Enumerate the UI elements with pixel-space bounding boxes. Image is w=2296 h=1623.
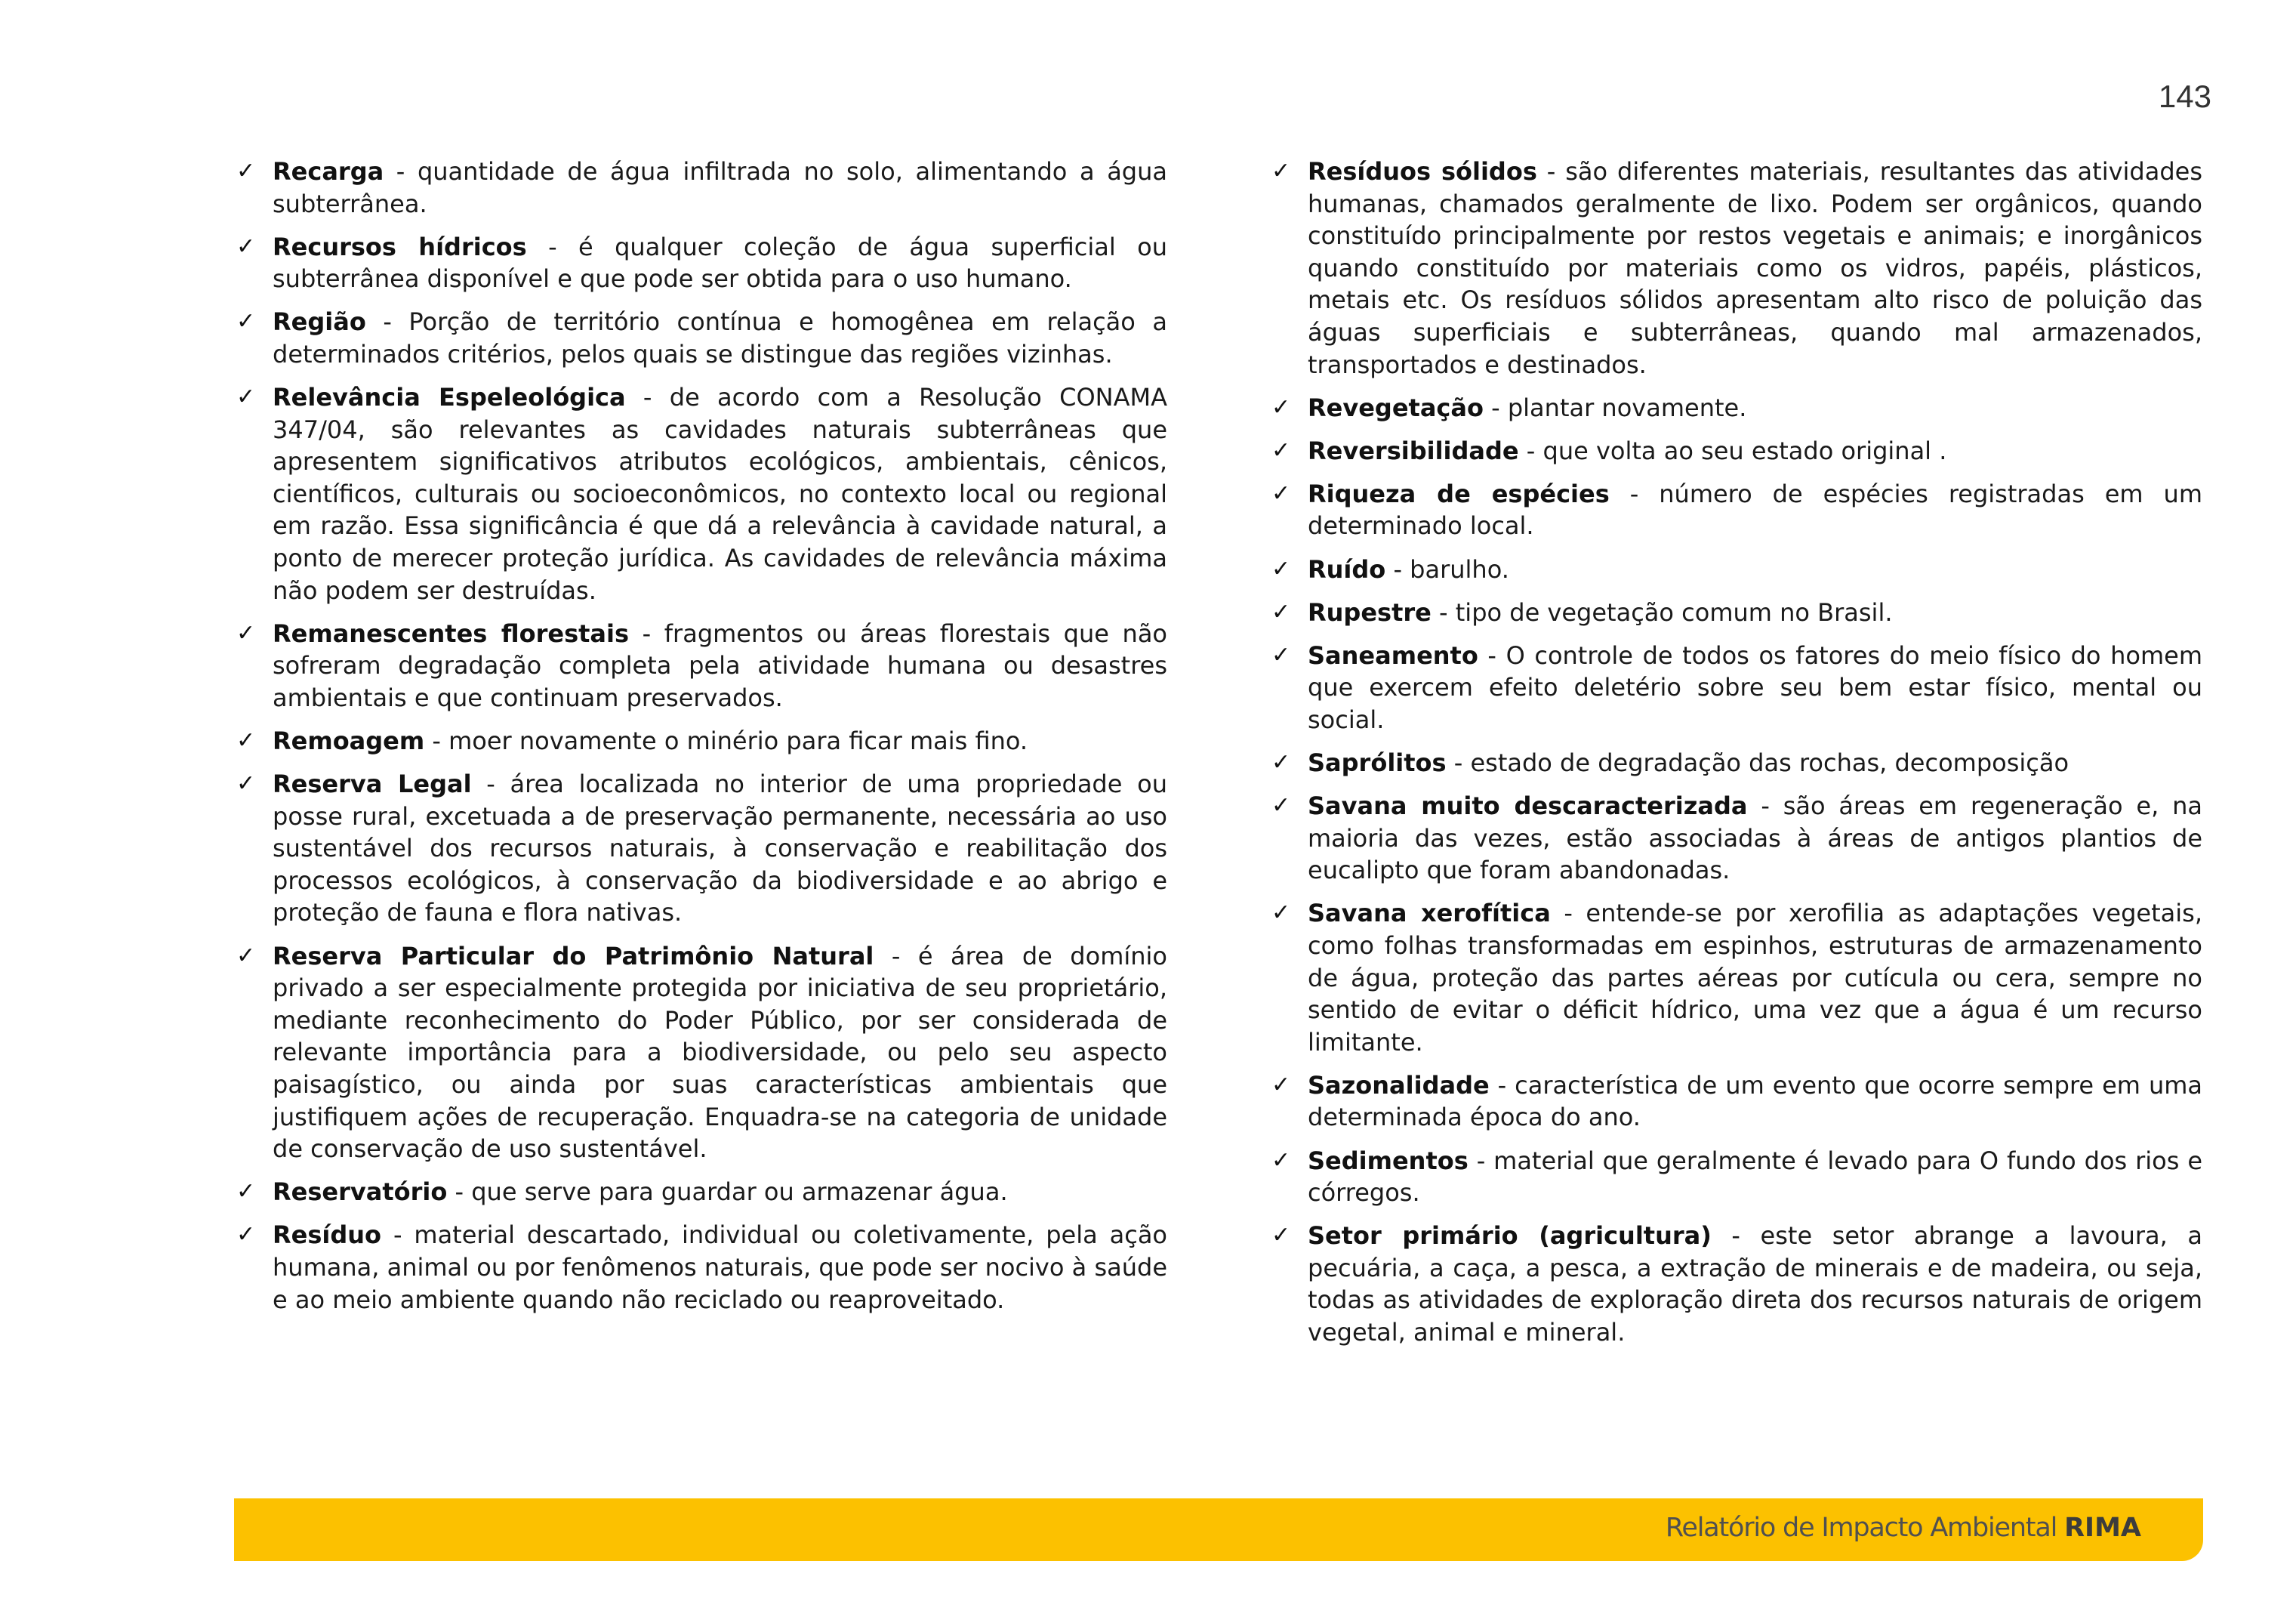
glossary-definition: - O controle de todos os fatores do meio físico do homem que exercem efeito deletério sobre seu bem estar físico, mental ou social.: [1308, 640, 2202, 734]
glossary-definition: - Porção de território contínua e homogênea em relação a determinados critérios, pelos quais se distingue das regiões vizinhas.: [273, 307, 1167, 369]
checkmark-icon: ✓: [1271, 555, 1291, 582]
glossary-term: Rupestre: [1308, 597, 1432, 627]
glossary-definition: - material que geralmente é levado para O fundo dos rios e córregos.: [1308, 1146, 2202, 1208]
glossary-entry: [1271, 435, 2202, 467]
checkmark-icon: ✓: [236, 233, 256, 260]
glossary-term: Reservatório: [273, 1177, 448, 1207]
glossary-definition: - são áreas em regeneração e, na maioria das vezes, estão associadas à áreas de antigos plantios de eucalipto que foram abandonadas.: [1308, 791, 2203, 885]
glossary-term: Setor primário (agricultura): [1308, 1221, 1712, 1251]
glossary-entry: [1271, 156, 2202, 381]
glossary-definition: - fragmentos ou áreas florestais que não sofreram degradação completa pela atividade humana ou desastres ambientais e que continuam preservados.: [273, 619, 1168, 712]
glossary-term: Relevância Espeleológica: [273, 383, 626, 412]
checkmark-icon: ✓: [1271, 1222, 1291, 1249]
glossary-definition: - barulho.: [1385, 554, 1509, 584]
glossary-term: Remanescentes florestais: [273, 619, 630, 648]
checkmark-icon: ✓: [236, 308, 256, 335]
glossary-entry: [236, 231, 1167, 295]
page-number: 143: [2158, 79, 2211, 114]
glossary-term: Sazonalidade: [1308, 1070, 1490, 1100]
checkmark-icon: ✓: [236, 727, 256, 754]
glossary-term: Remoagem: [273, 727, 425, 755]
glossary-term: Savana muito descaracterizada: [1308, 791, 1748, 821]
glossary-definition: - que volta ao seu estado original .: [1518, 436, 1947, 465]
footer-report-title: Relatório de Impacto Ambiental: [1665, 1513, 2057, 1543]
glossary-entry: [236, 618, 1167, 714]
glossary-definition: - que serve para guardar ou armazenar água.: [447, 1177, 1008, 1207]
checkmark-icon: ✓: [1271, 393, 1291, 421]
glossary-entry: [236, 306, 1167, 370]
footer-bar: [234, 1498, 2203, 1561]
checkmark-icon: ✓: [1271, 480, 1291, 507]
glossary-entry: [1271, 640, 2202, 736]
glossary-term: Região: [273, 307, 366, 337]
glossary-definition: - moer novamente o minério para ficar mais fino.: [424, 727, 1028, 755]
footer-title: [1666, 1513, 2141, 1543]
glossary-entry: [1271, 392, 2202, 424]
checkmark-icon: ✓: [1271, 641, 1291, 668]
glossary-definition: - característica de um evento que ocorre sempre em uma determinada época do ano.: [1308, 1070, 2202, 1132]
glossary-entry: [236, 768, 1167, 929]
checkmark-icon: ✓: [1271, 792, 1291, 819]
glossary-entry: [1271, 597, 2202, 629]
glossary-entry: [1271, 478, 2202, 542]
checkmark-icon: ✓: [236, 770, 256, 798]
checkmark-icon: ✓: [1271, 158, 1291, 184]
glossary-entry: [236, 1219, 1167, 1316]
glossary-definition: - é qualquer coleção de água superficial ou subterrânea disponível e que pode ser obtida para o uso humano.: [273, 232, 1168, 294]
glossary-definition: - este setor abrange a lavoura, a pecuária, a caça, a pesca, a extração de minerais e de madeira, ou seja, todas as atividades de exploração direta dos recursos naturais de origem vegetal, animal e mineral.: [1308, 1221, 2203, 1347]
checkmark-icon: ✓: [236, 384, 256, 411]
glossary-term: Resíduo: [273, 1220, 382, 1250]
checkmark-icon: ✓: [1271, 899, 1291, 927]
glossary-term: Reserva Particular do Patrimônio Natural: [273, 941, 874, 970]
glossary-definition: - número de espécies registradas em um determinado local.: [1308, 479, 2203, 541]
glossary-definition: - quantidade de água infiltrada no solo, alimentando a água subterrânea.: [273, 157, 1167, 218]
checkmark-icon: ✓: [236, 158, 256, 184]
glossary-definition: - de acordo com a Resolução CONAMA 347/04, são relevantes as cavidades naturais subterrâneas que apresentem significativos atributos ecológicos, ambientais, cênicos, científicos, culturais ou socioeconômicos, no contexto local ou regional em razão. Essa significância é que dá a relevância à cavidade natural, a ponto de merecer proteção jurídica. As cavidades de relevância máxima não podem ser destruídas.: [273, 383, 1167, 605]
glossary-entry: [236, 940, 1167, 1165]
checkmark-icon: ✓: [1271, 1146, 1291, 1174]
glossary-entry: [1271, 1220, 2202, 1348]
checkmark-icon: ✓: [1271, 598, 1291, 625]
glossary-term: Sedimentos: [1308, 1146, 1469, 1175]
checkmark-icon: ✓: [236, 619, 256, 646]
checkmark-icon: ✓: [236, 1178, 256, 1205]
glossary-entry: [236, 381, 1167, 606]
glossary-entry: [236, 1176, 1167, 1208]
glossary-entry: [1271, 790, 2202, 887]
checkmark-icon: ✓: [1271, 1071, 1291, 1098]
glossary-left-column: [236, 156, 1167, 1327]
glossary-definition: - área localizada no interior de uma propriedade ou posse rural, excetuada a de preservação permanente, necessária ao uso sustentável dos recursos naturais, à conservação e reabilitação dos processos ecológicos, à conservação da biodiversidade e ao abrigo e proteção de fauna e flora nativas.: [273, 770, 1168, 927]
glossary-entry: [1271, 1069, 2202, 1134]
glossary-entry: [1271, 747, 2202, 779]
checkmark-icon: ✓: [1271, 437, 1291, 464]
checkmark-icon: ✓: [236, 942, 256, 969]
glossary-term: Resíduos sólidos: [1308, 157, 1537, 186]
glossary-term: Revegetação: [1308, 393, 1484, 422]
glossary-definition: - material descartado, individual ou coletivamente, pela ação humana, animal ou por fenômenos naturais, que pode ser nocivo à saúde e ao meio ambiente quando não reciclado ou reaproveitado.: [273, 1220, 1167, 1314]
glossary-definition: - plantar novamente.: [1483, 393, 1747, 422]
checkmark-icon: ✓: [1271, 749, 1291, 776]
footer-rima-label: RIMA: [2064, 1513, 2141, 1543]
glossary-term: Recursos hídricos: [273, 232, 527, 261]
glossary-entry: [1271, 1145, 2202, 1209]
glossary-entry: [236, 156, 1167, 220]
glossary-term: Reserva Legal: [273, 770, 472, 799]
glossary-entry: [236, 725, 1167, 758]
glossary-definition: - tipo de vegetação comum no Brasil.: [1431, 597, 1893, 627]
glossary-entry: [1271, 554, 2202, 586]
glossary-term: Saneamento: [1308, 640, 1478, 670]
glossary-definition: - é área de domínio privado a ser especialmente protegida por iniciativa de seu proprietário, mediante reconhecimento do Poder Público, por ser considerada de relevante importância para a biodiversidade, ou pelo seu aspecto paisagístico, ou ainda por suas características ambientais que justifiquem ações de recuperação. Enquadra-se na categoria de unidade de conservação de uso sustentável.: [273, 941, 1168, 1164]
glossary-term: Riqueza de espécies: [1308, 479, 1610, 508]
glossary-term: Recarga: [273, 157, 384, 186]
glossary-term: Ruído: [1308, 554, 1386, 584]
glossary-right-column: [1271, 156, 2202, 1359]
checkmark-icon: ✓: [236, 1221, 256, 1248]
glossary-definition: - entende-se por xerofilia as adaptações vegetais, como folhas transformadas em espinhos, estruturas de armazenamento de água, proteção das partes aéreas por cutícula ou cera, sempre no sentido de evitar o déficit hídrico, uma vez que a água é um recurso limitante.: [1308, 899, 2203, 1057]
glossary-definition: - estado de degradação das rochas, decomposição: [1446, 748, 2069, 777]
glossary-definition: - são diferentes materiais, resultantes das atividades humanas, chamados geralmente de lixo. Podem ser orgânicos, quando constituído principalmente por restos vegetais e animais; e inorgânicos quando constituído por materiais como os vidros, papéis, plásticos, metais etc. Os resíduos sólidos apresentam alto risco de poluição das águas superficiais e subterrâneas, quando mal armazenados, transportados e destinados.: [1308, 157, 2203, 379]
glossary-term: Savana xerofítica: [1308, 899, 1551, 928]
glossary-entry: [1271, 897, 2202, 1058]
glossary-term: Reversibilidade: [1308, 436, 1519, 465]
glossary-term: Saprólitos: [1308, 748, 1447, 777]
